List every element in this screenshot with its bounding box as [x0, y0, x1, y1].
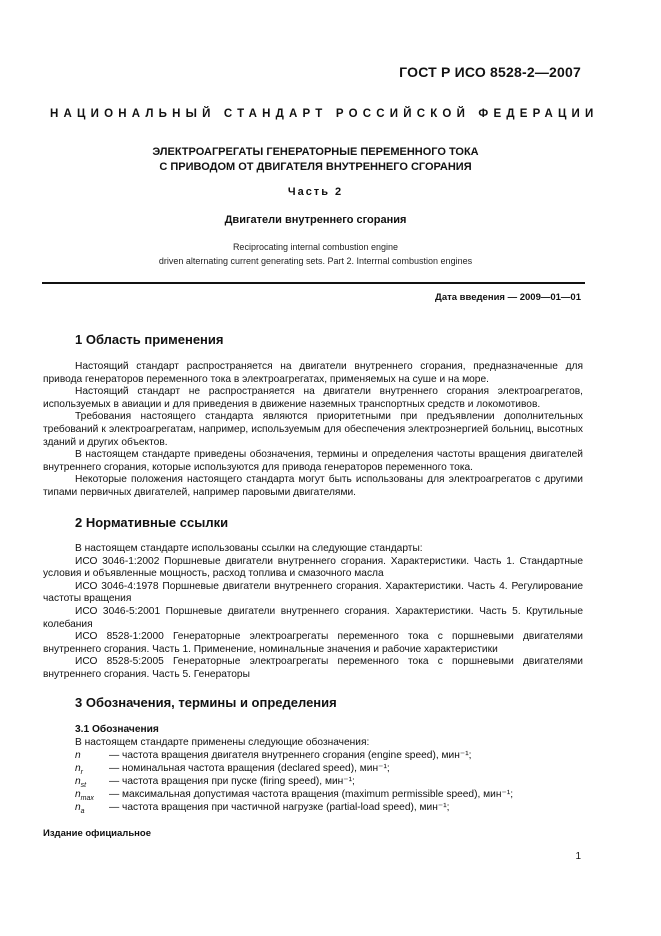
- symbol-description: — номинальная частота вращения (declared speed), мин⁻¹;: [109, 763, 390, 774]
- section-1-body: [43, 361, 583, 500]
- paragraph: ИСО 3046-4:1978 Поршневые двигатели внутреннего сгорания. Характеристики. Часть 4. Регулирование частоты вращения: [43, 580, 583, 605]
- title-line-1: ЭЛЕКТРОАГРЕГАТЫ ГЕНЕРАТОРНЫЕ ПЕРЕМЕННОГО ТОКА: [152, 146, 479, 158]
- symbol-row: [75, 750, 583, 763]
- symbol: $n_{st}$: [75, 776, 87, 790]
- section-3-heading: 3 Обозначения, термины и определения: [75, 695, 337, 710]
- paragraph: Настоящий стандарт распространяется на двигатели внутреннего сгорания, предназначенные для привода генераторов переменного тока в электроагрегатах, применяемых на суше и на море.: [43, 361, 583, 385]
- paragraph: ИСО 3046-1:2002 Поршневые двигатели внутреннего сгорания. Характеристики. Часть 1. Стандартные условия и объявленные мощность, расход топлива и смазочного масла: [43, 555, 583, 580]
- paragraph: ИСО 8528-1:2000 Генераторные электроагрегаты переменного тока с поршневыми двигателями внутреннего сгорания. Часть 1. Применение, номинальные значения и рабочие характеристики: [43, 631, 583, 655]
- document-title: [50, 145, 581, 175]
- symbol: $n_r$: [75, 763, 84, 777]
- title-line-2: С ПРИВОДОМ ОТ ДВИГАТЕЛЯ ВНУТРЕННЕГО СГОРАНИЯ: [159, 161, 472, 173]
- national-standard-banner: НАЦИОНАЛЬНЫЙ СТАНДАРТ РОССИЙСКОЙ ФЕДЕРАЦИИ: [50, 108, 599, 120]
- document-subtitle: Двигатели внутреннего сгорания: [224, 214, 407, 226]
- symbol-description: — частота вращения двигателя внутреннего сгорания (engine speed), мин⁻¹;: [109, 750, 472, 761]
- symbol: $n_a$: [75, 802, 85, 816]
- gost-code: ГОСТ Р ИСО 8528-2—2007: [399, 64, 581, 80]
- english-title-line-2: driven alternating current generating sets. Part 2. Interrnal combustion engines: [158, 256, 473, 266]
- symbol-row: [75, 789, 583, 802]
- paragraph: В настоящем стандарте использованы ссылки на следующие стандарты:: [75, 543, 423, 554]
- paragraph: Настоящий стандарт не распространяется на двигатели внутреннего сгорания электроагрегатов, используемых в авиации и для приведения в движение наземных транспортных средств и локомотивов.: [43, 386, 583, 410]
- official-edition-note: Издание официальное: [43, 828, 151, 839]
- english-title-line-1: Reciprocating internal combustion engine: [232, 242, 399, 252]
- title-divider: [42, 282, 585, 284]
- symbol-description: — частота вращения при пуске (firing speed), мин⁻¹;: [109, 776, 355, 787]
- paragraph: Требования настоящего стандарта являются приоритетными при предъявлении дополнительных требований к электроагрегатам, например, используемым для обеспечения электроэнергией больниц, высотных зданий и других объектов.: [43, 411, 583, 448]
- section-1-heading: 1 Область применения: [75, 332, 224, 347]
- section-3-1-heading: 3.1 Обозначения: [75, 724, 159, 735]
- paragraph: В настоящем стандарте приведены обозначения, термины и определения частоты вращения двигателей внутреннего сгорания, которые используются для привода генераторов переменного тока.: [43, 449, 583, 473]
- english-title: [50, 240, 581, 268]
- section-2-heading: 2 Нормативные ссылки: [75, 515, 229, 530]
- symbol-row: [75, 763, 583, 776]
- part-label: Часть 2: [287, 186, 344, 198]
- symbol: n: [75, 750, 81, 761]
- symbol: $n_{max}$: [75, 789, 94, 803]
- intro-date: Дата введения — 2009—01—01: [435, 292, 581, 303]
- section-2-body: [43, 543, 583, 682]
- paragraph: ИСО 3046-5:2001 Поршневые двигатели внутреннего сгорания. Характеристики. Часть 5. Крутильные колебания: [43, 605, 583, 630]
- symbols-intro: В настоящем стандарте применены следующие обозначения:: [75, 737, 370, 748]
- symbol-description: — частота вращения при частичной нагрузке (partial-load speed), мин⁻¹;: [109, 802, 450, 813]
- paragraph: ИСО 8528-5:2005 Генераторные электроагрегаты переменного тока с поршневыми двигателями внутреннего сгорания. Часть 5. Генераторы: [43, 656, 583, 680]
- symbol-row: [75, 802, 583, 815]
- symbol-row: [75, 776, 583, 789]
- page-number: 1: [575, 851, 581, 862]
- symbol-description: — максимальная допустимая частота вращения (maximum permissible speed), мин⁻¹;: [109, 789, 514, 800]
- paragraph: Некоторые положения настоящего стандарта могут быть использованы для электроагрегатов с другими типами первичных двигателей, например паровыми двигателями.: [43, 474, 583, 498]
